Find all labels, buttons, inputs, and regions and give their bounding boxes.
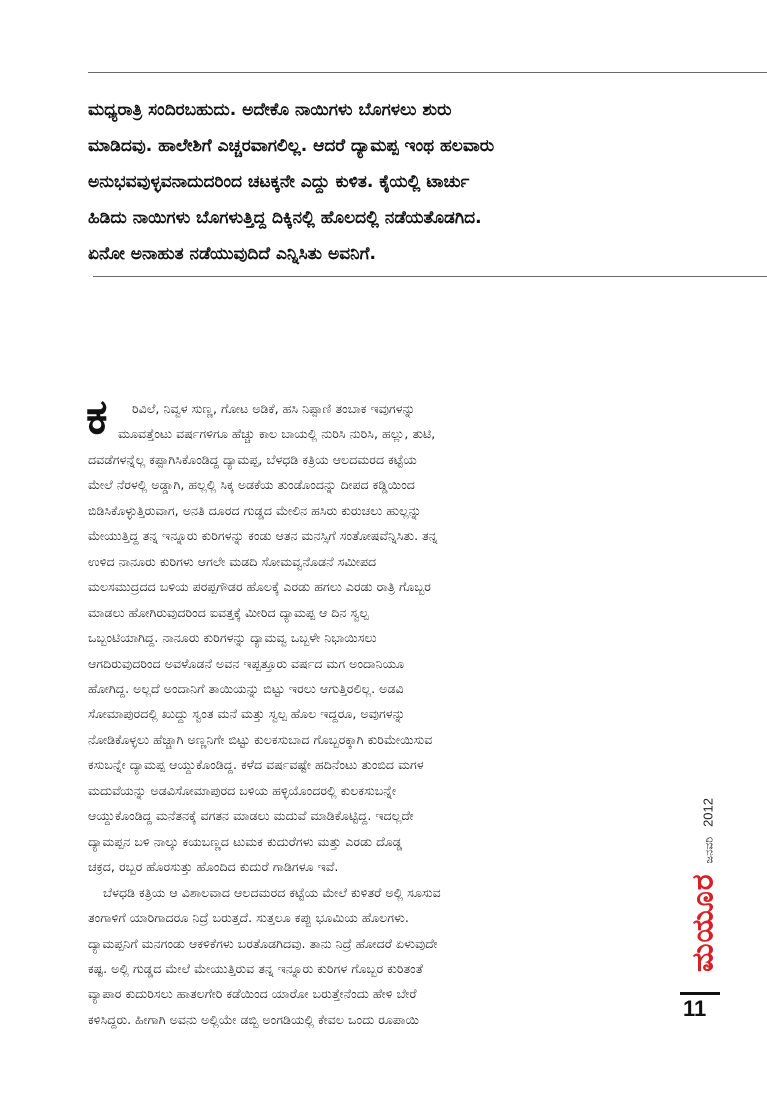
article-line: ಮೇಲೆ ನೆರಳಲ್ಲಿ ಅಡ್ಡಾಗಿ, ಹಲ್ಲಲ್ಲಿ ಸಿಕ್ಕ ಅಡಕೆಯ ತುಂಡೊಂದನ್ನು ದೀಪದ ಕಡ್ಡಿಯಿಂದ [88, 477, 415, 493]
article-line: ಮೂವತ್ತೆಂಟು ವರ್ಷಗಳಿಗೂ ಹೆಚ್ಚು ಕಾಲ ಬಾಯಲ್ಲಿ ನುರಿಸಿ ನುರಿಸಿ, ಹಲ್ಲು, ತುಟಿ, [118, 426, 436, 442]
issue-month: ಜನವರಿ [702, 836, 716, 864]
article-line: ಮದುವೆಯನ್ನು ಅಡವಿಸೋಮಾಪುರದ ಬಳಿಯ ಹಳ್ಳಿಯೊಂದರಲ್ಲಿ ಕುಲಕಸುಬನ್ನೇ [88, 782, 397, 798]
pull-quote-line: ಅನುಭವವುಳ್ಳವನಾದುದರಿಂದ ಚಟಕ್ಕನೇ ಎದ್ದು ಕುಳಿತ. ಕೈಯಲ್ಲಿ ಟಾರ್ಚು [88, 172, 470, 192]
top-rule [88, 72, 767, 73]
article-line: ದವಡೆಗಳನ್ನೆಲ್ಲ ಕಪ್ಪಾಗಿಸಿಕೊಂಡಿದ್ದ ದ್ಯಾಮಪ್ಪ, ಬೆಳಧಡಿ ಕತ್ರಿಯ ಆಲದಮರದ ಕಟ್ಟೆಯ [88, 451, 417, 467]
article-body [86, 389, 638, 1032]
article-line: ದ್ಯಾಮಪ್ಪನ ಬಳಿ ನಾಲ್ಕು ಕಯಬಣ್ಣದ ಟುಮಕ ಕುದುರೆಗಳು ಮತ್ತು ಎರಡು ದೊಡ್ಡ [88, 833, 403, 849]
article-line: ಬೆಳಧಡಿ ಕತ್ರಿಯ ಆ ವಿಶಾಲವಾದ ಆಲದಮರದ ಕಟ್ಟೆಯ ಮೇಲೆ ಕುಳಿತರೆ ಅಲ್ಲಿ ಸೂಸುವ [103, 884, 441, 900]
article-line: ಕಷ್ಟ. ಅಲ್ಲಿ ಗುಡ್ಡದ ಮೇಲೆ ಮೇಯುತ್ತಿರುವ ತನ್ನ ಇನ್ನೂರು ಕುರಿಗಳ ಗೊಬ್ಬರ ಕುರಿತಂತೆ [88, 960, 423, 976]
drop-cap: ಕ [86, 389, 108, 445]
magazine-logo: ಮಯೂರ [685, 873, 721, 972]
article-line: ರಿವಿಲೆ, ನಿವ್ವಳ ಸುಣ್ಣ, ಗೋಟ ಅಡಿಕೆ, ಹಸಿ ನಿಪ್ಪಾಣಿ ತಂಬಾಕ ಇವುಗಳನ್ನು [132, 401, 416, 416]
pull-quote-line: ಏನೋ ಅನಾಹುತ ನಡೆಯುವುದಿದೆ ಎನ್ನಿಸಿತು ಅವನಿಗೆ. [88, 244, 376, 264]
pull-quote-bottom-rule [93, 276, 767, 277]
pull-quote-line: ಮಾಡಿದವು. ಹಾಲೇಶಿಗೆ ಎಚ್ಚರವಾಗಲಿಲ್ಲ. ಆದರೆ ದ್ಯಾಮಪ್ಪ ಇಂಥ ಹಲವಾರು [88, 136, 495, 156]
article-line: ದ್ಯಾಮಪ್ಪನಿಗೆ ಮನಗಂಡು ಆಕಳಿಕೆಗಳು ಬರತೊಡಗಿದವು. ತಾನು ನಿದ್ರೆ ಹೋದರೆ ಏಳುವುದೇ [88, 935, 438, 951]
article-line: ಸೋಮಾಪುರದಲ್ಲಿ ಖುದ್ದು ಸ್ವಂತ ಮನೆ ಮತ್ತು ಸ್ವಲ್ಪ ಹೊಲ ಇದ್ದರೂ, ಅವುಗಳನ್ನು [88, 706, 406, 722]
article-line: ಹೋಗಿದ್ದ. ಅಲ್ಲದೆ ಅಂದಾನಿಗೆ ತಾಯಿಯನ್ನು ಬಿಟ್ಟು ಇರಲು ಆಗುತ್ತಿರಲಿಲ್ಲ. ಅಡವಿ [88, 680, 404, 696]
pull-quote-line: ಹಿಡಿದು ನಾಯಿಗಳು ಬೊಗಳುತ್ತಿದ್ದ ದಿಕ್ಕಿನಲ್ಲಿ ಹೊಲದಲ್ಲಿ ನಡೆಯತೊಡಗಿದ. [88, 208, 482, 228]
article-line: ಉಳಿದ ನಾನೂರು ಕುರಿಗಳು ಆಗಲೇ ಮಡದಿ ಸೋಮವ್ವನೊಡನೆ ಸಮೀಪದ [88, 553, 377, 569]
article-line: ಒಬ್ಬಂಟಿಯಾಗಿದ್ದ. ನಾನೂರು ಕುರಿಗಳನ್ನು ದ್ಯಾಮವ್ವ ಒಬ್ಬಳೇ ನಿಭಾಯಿಸಲು [88, 630, 377, 646]
article-line: ಮೇಯುತ್ತಿದ್ದ ತನ್ನ ಇನ್ನೂರು ಕುರಿಗಳನ್ನು ಕಂಡು ಆತನ ಮನಸ್ಸಿಗೆ ಸಂತೋಷವೆನ್ನಿಸಿತು. ತನ್ನ [88, 528, 438, 544]
article-line: ತಂಗಾಳಿಗೆ ಯಾರಿಗಾದರೂ ನಿದ್ರೆ ಬರುತ್ತದೆ. ಸುತ್ತಲೂ ಕಪ್ಪು ಭೂಮಿಯ ಹೊಲಗಳು. [88, 910, 409, 926]
article-line: ಆಗದಿರುವುದರಿಂದ ಅವಳೊಡನೆ ಅವನ ಇಪ್ಪತ್ತೂರು ವರ್ಷದ ಮಗ ಅಂದಾನಿಯೂ [88, 655, 405, 671]
article-line: ಬಿಡಿಸಿಕೊಳ್ಳುತ್ತಿರುವಾಗ, ಅನತಿ ದೂರದ ಗುಡ್ಡದ ಮೇಲಿನ ಹಸಿರು ಕುರುಚಲು ಹುಲ್ಲನ್ನು [88, 502, 422, 518]
page-number-rule [680, 992, 720, 995]
article-line: ಕಳಿಸಿದ್ದರು. ಹೀಗಾಗಿ ಅವನು ಅಲ್ಲಿಯೇ ಡಬ್ಬಿ ಅಂಗಡಿಯಲ್ಲಿ ಕೇವಲ ಒಂದು ರೂಪಾಯಿ [88, 1011, 419, 1027]
pull-quote-line: ಮಧ್ಯರಾತ್ರಿ ಸಂದಿರಬಹುದು. ಅದೇಕೊ ನಾಯಿಗಳು ಬೊಗಳಲು ಶುರು [88, 100, 452, 120]
article-line: ನೋಡಿಕೊಳ್ಳಲು ಹೆಚ್ಚಾಗಿ ಅಣ್ಣನಿಗೇ ಬಿಟ್ಟು ಕುಲಕಸುಬಾದ ಗೊಬ್ಬರಕ್ಕಾಗಿ ಕುರಿಮೇಯಿಸುವ [88, 731, 433, 747]
page-number: 11 [683, 996, 707, 1021]
issue-year: 2012 [700, 798, 716, 827]
article-line: ಮಲಸಮುದ್ರದದ ಬಳಿಯ ಪರಪ್ಪಗೌಡರ ಹೊಲಕ್ಕೆ ಎರಡು ಹಗಲು ಎರಡು ರಾತ್ರಿ ಗೊಬ್ಬರ [88, 579, 431, 595]
article-line: ವ್ಯಾಪಾರ ಕುದುರಿಸಲು ಹಾತಲಗೇರಿ ಕಡೆಯಿಂದ ಯಾರೋ ಬರುತ್ತೇನೆಂದು ಹೇಳಿ ಬೇರೆ [88, 986, 417, 1002]
magazine-side-label [658, 780, 748, 990]
article-line: ಚಕ್ರದ, ರಬ್ಬರ ಹೊರಸುತ್ತು ಹೊಂದಿದ ಕುದುರೆ ಗಾಡಿಗಳೂ ಇವೆ. [88, 859, 339, 875]
article-line: ಕಸುಬನ್ನೇ ದ್ಯಾಮಪ್ಪ ಆಯ್ದುಕೊಂಡಿದ್ದ. ಕಳೆದ ವರ್ಷವಷ್ಟೇ ಹದಿನೆಂಟು ತುಂಬಿದ ಮಗಳ [88, 757, 424, 773]
article-line: ಮಾಡಲು ಹೋಗಿರುವುದರಿಂದ ಐವತ್ತಕ್ಕೆ ಮೀರಿದ ದ್ಯಾಮಪ್ಪ ಆ ದಿನ ಸ್ವಲ್ಪ [88, 604, 369, 620]
article-line: ಆಯ್ದುಕೊಂಡಿದ್ದ ಮನೆತನಕ್ಕೆ ವಗತನ ಮಾಡಲು ಮದುವೆ ಮಾಡಿಕೊಟ್ಟಿದ್ದ. ಇದಲ್ಲದೇ [88, 808, 414, 824]
pull-quote [88, 92, 660, 272]
